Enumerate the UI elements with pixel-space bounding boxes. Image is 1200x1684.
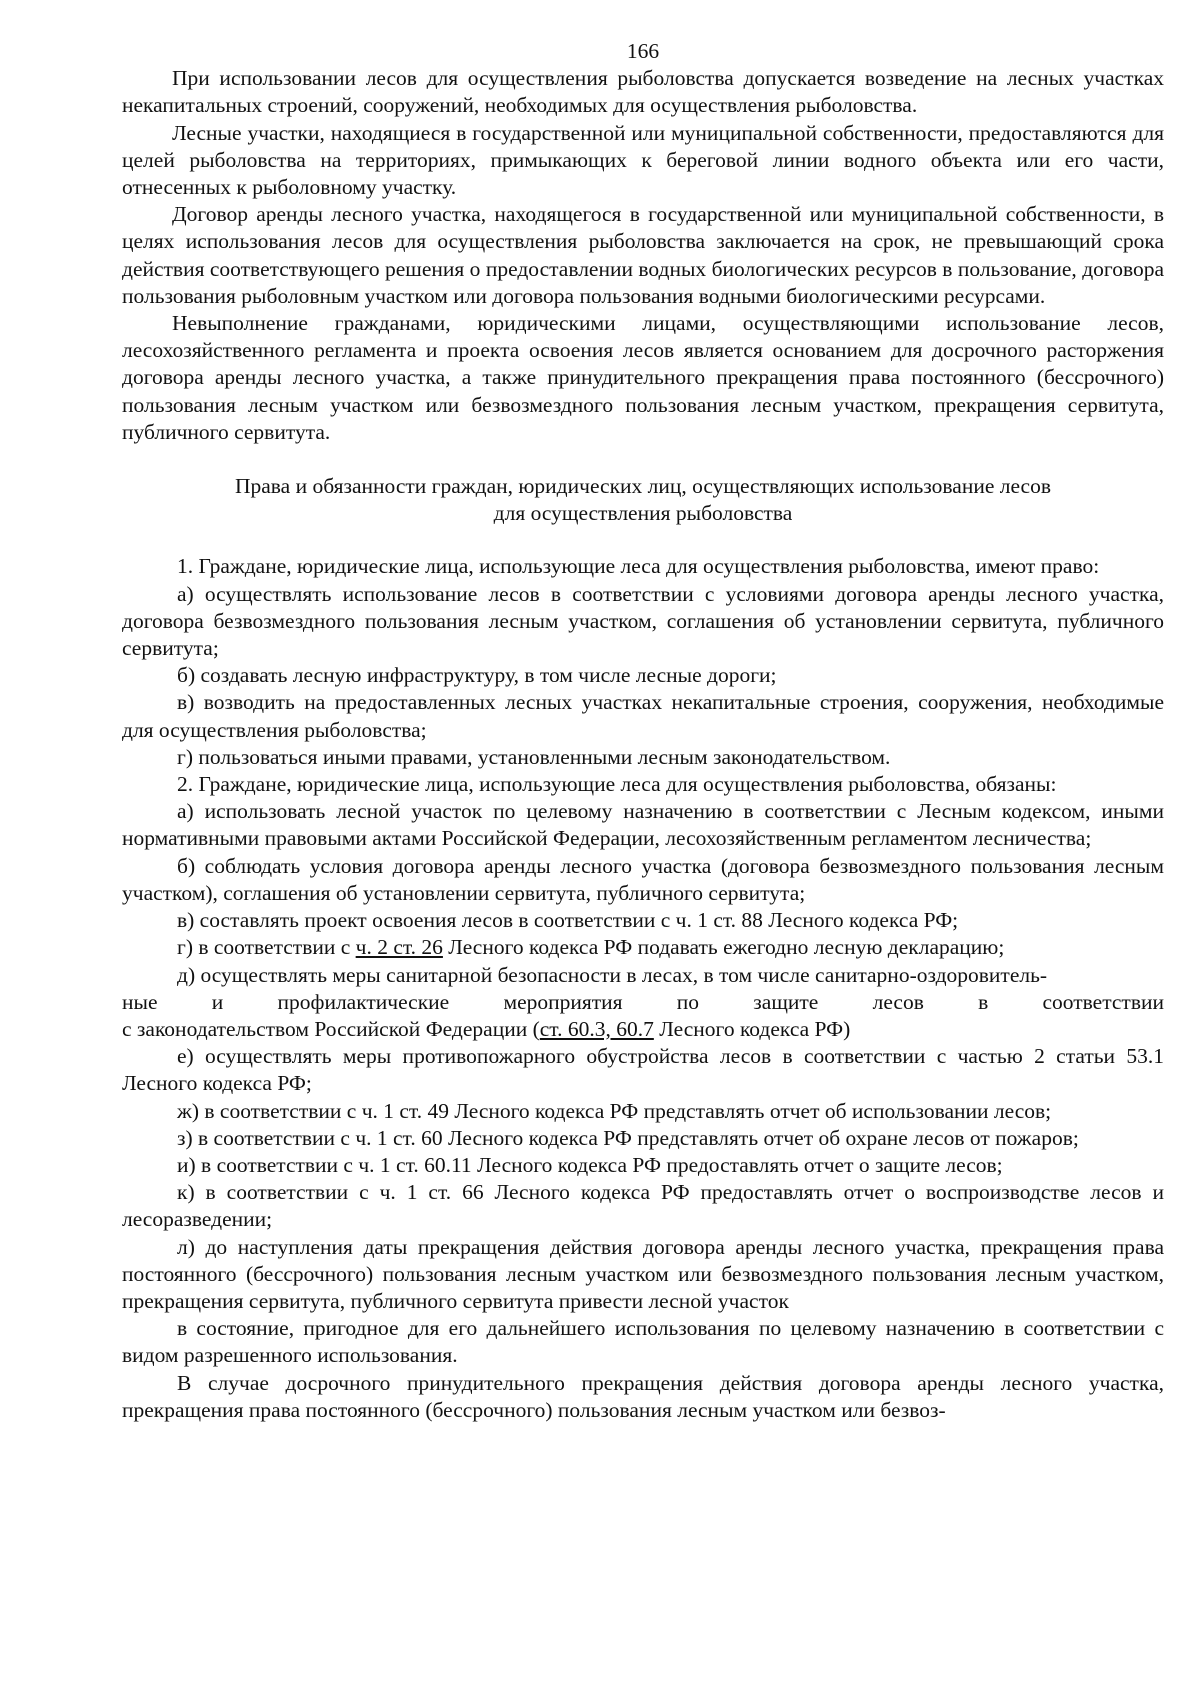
law-reference-link[interactable]: ч. 2 ст. 26: [355, 935, 443, 960]
rights-item-g: г) пользоваться иными правами, установленными лесным законодательством.: [177, 744, 891, 769]
section-heading: [122, 473, 1164, 527]
duties-item-g-text-pre: г) в соответствии с: [177, 935, 356, 960]
rights-item-b: б) создавать лесную инфраструктуру, в том числе лесные дороги;: [177, 663, 777, 688]
duties-item-zh: ж) в соответствии с ч. 1 ст. 49 Лесного кодекса РФ представлять отчет об использовании лесов;: [177, 1098, 1052, 1123]
closing-paragraph: В случае досрочного принудительного прекращения действия договора аренды лесного участка, прекращения права постоянного (бессрочного) пользования лесным участком или безвоз-: [122, 1370, 1164, 1422]
duties-item-d-text-pre: с законодательством Российской Федерации (: [122, 1016, 540, 1041]
duties-item-i: и) в соответствии с ч. 1 ст. 60.11 Лесного кодекса РФ предоставлять отчет о защите лесов;: [177, 1152, 1003, 1177]
paragraph-intro-3: Договор аренды лесного участка, находящегося в государственной или муниципальной собственности, в целях использования лесов для осуществления рыболовства заключается на срок, не превышающий срока действия соответствующего решения о предоставлении водных биологических ресурсов в пользование, договора пользования рыболовным участком или договора пользования водными биологическими ресурсами.: [122, 202, 1164, 308]
rights-item-v: в) возводить на предоставленных лесных участках некапитальные строения, сооружения, необходимые для осуществления рыболовства;: [122, 690, 1164, 742]
rights-item-a: а) осуществлять использование лесов в соответствии с условиями договора аренды лесного участка, договора безвозмездного пользования лесным участком, соглашения об установлении сервитута, публичного сервитута;: [122, 581, 1164, 661]
duties-item-l: л) до наступления даты прекращения действия договора аренды лесного участка, прекращения права постоянного (бессрочного) пользования лесным участком или безвозмездного пользования лесным участком, прекращения сервитута, публичного сервитута привести лесной участок: [122, 1234, 1164, 1313]
document-page: [122, 38, 1164, 1424]
duties-item-k: к) в соответствии с ч. 1 ст. 66 Лесного кодекса РФ предоставлять отчет о воспроизводстве лесов и лесоразведении;: [122, 1180, 1164, 1232]
section-heading-line2: для осуществления рыболовства: [493, 501, 793, 526]
duties-item-g-text-post: Лесного кодекса РФ подавать ежегодно лесную декларацию;: [442, 935, 1005, 960]
duties-item-b: б) соблюдать условия договора аренды лесного участка (договора безвозмездного пользования лесным участком), соглашения об установлении сервитута, публичного сервитута;: [122, 853, 1164, 905]
duties-item-d-text-post: Лесного кодекса РФ): [653, 1016, 851, 1041]
paragraph-intro-1: При использовании лесов для осуществления рыболовства допускается возведение на лесных участках некапитальных строений, сооружений, необходимых для осуществления рыболовства.: [122, 66, 1164, 118]
duties-item-d-line2: ные и профилактические мероприятия по защите лесов в соответствии: [122, 989, 1164, 1014]
page-number: 166: [626, 39, 660, 63]
rights-lead: 1. Граждане, юридические лица, использующие леса для осуществления рыболовства, имеют право:: [177, 554, 1100, 579]
duties-item-v: в) составлять проект освоения лесов в соответствии с ч. 1 ст. 88 Лесного кодекса РФ;: [177, 908, 959, 933]
duties-item-g: [122, 934, 1164, 961]
section-heading-line1: Права и обязанности граждан, юридических лиц, осуществляющих использование лесов: [234, 474, 1051, 499]
paragraph-intro-2: Лесные участки, находящиеся в государственной или муниципальной собственности, предоставляются для целей рыболовства на территориях, примыкающих к береговой линии водного объекта или его части, отнесенных к рыболовному участку.: [122, 120, 1164, 200]
duties-lead: 2. Граждане, юридические лица, использующие леса для осуществления рыболовства, обязаны:: [177, 772, 1057, 797]
law-reference-link[interactable]: ст. 60.3, 60.7: [539, 1016, 654, 1041]
duties-item-d-line3: [122, 1016, 1164, 1043]
duties-item-e: е) осуществлять меры противопожарного обустройства лесов в соответствии с частью 2 статьи 53.1 Лесного кодекса РФ;: [122, 1044, 1164, 1096]
duties-item-l-continued: в состояние, пригодное для его дальнейшего использования по целевому назначению в соответствии с видом разрешенного использования.: [122, 1316, 1164, 1368]
duties-item-d-line1: д) осуществлять меры санитарной безопасности в лесах, в том числе санитарно-оздоровитель-: [177, 962, 1048, 987]
duties-item-z: з) в соответствии с ч. 1 ст. 60 Лесного кодекса РФ представлять отчет об охране лесов от пожаров;: [177, 1125, 1079, 1150]
duties-item-a: а) использовать лесной участок по целевому назначению в соответствии с Лесным кодексом, иными нормативными правовыми актами Российской Федерации, лесохозяйственным регламентом лесничества;: [122, 799, 1164, 851]
paragraph-intro-4: Невыполнение гражданами, юридическими лицами, осуществляющими использование лесов, лесохозяйственного регламента и проекта освоения лесов является основанием для досрочного расторжения договора аренды лесного участка, а также принудительного прекращения права постоянного (бессрочного) пользования лесным участком или безвозмездного пользования лесным участком, прекращения сервитута, публичного сервитута.: [122, 311, 1164, 444]
